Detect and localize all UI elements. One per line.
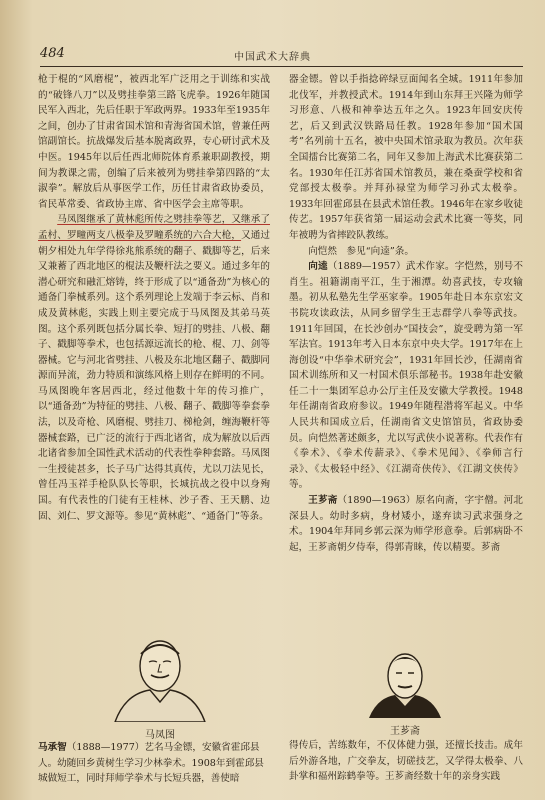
right-column [289,72,523,555]
portrait-right-caption: 王芗斋 [390,726,420,737]
mafengtu-paragraph-1: 枪于棍的“风磨棍”，被西北军广泛用之于训练和实战的“破锋八刀”以及劈挂拳第三路飞虎拳。1926年随国民军入西北，先后任职于军政两界。1933年至1935年之间，创办了甘肃省国术馆和青海省国术馆，曾兼任两馆副馆长。抗战爆发后基本脱离政界，专心研讨武术及中医。1945年以后任西北师院体育系兼职副教授，期间为教课之需，创编了后来被列为劈挂拳第四路的“太淑拳”。解放后从事医学工作，历任甘肃省政协委员，省民革常委、省政协主席、省中医学会主席等职。 [38,74,270,210]
wangxiangzhai-entry [289,493,523,555]
mafengtu-portrait-drawing [105,632,215,722]
portrait-mafengtu [95,632,225,741]
machengzhi-head: 马承智 [38,742,67,753]
machengzhi-dates: （1888—1977） [66,742,145,753]
wangxiangzhai-continued [289,738,523,785]
machengzhi-entry [38,740,270,787]
wangxiangzhai-continued-text: 得传后，苦练数年，不仅体健力强，还擅长技击。成年后外游各地，广交拳友，切磋技艺，又学得太极拳、八卦掌和福州踪鹤拳等。王芗斋经数十年的亲身实践 [289,740,523,783]
xiangkui-dates: （1889—1957） [327,261,406,273]
mafengtu-paragraph-2 [38,212,270,524]
left-column [38,72,270,524]
xiangkui-head: 向逵 [308,261,328,273]
page-number: 484 [40,46,65,61]
header-rule [40,66,523,67]
machengzhi-body: 艺名马金镖，安徽省霍邱县人。幼随回乡黄树生学习少林拳术。1908年到霍邱县城做短工，同时拜师学拳术与长短兵器，善使暗 [38,742,264,785]
wangxiangzhai-head: 王芗斋 [308,495,338,507]
underlined-text: 马凤图继承了黄林彪所传之劈挂拳等艺，又继承了孟村、罗疃两支八极拳及罗疃系统的六合大枪， [38,214,270,241]
portrait-left-caption: 马凤图 [145,730,175,741]
wangxiangzhai-dates: （1890—1963） [337,495,416,507]
wangxiangzhai-portrait-drawing [355,648,455,718]
xiangkui-entry [289,259,523,493]
page-header [0,46,545,68]
book-title: 中国武术大辞典 [234,52,311,63]
xiangkairan-entry: 向恺然 参见“向逵”条。 [308,245,414,257]
portrait-wangxiangzhai [345,648,465,737]
xiangkui-body: 武术作家。字恺然，别号不肖生。祖籍湖南平江，生于湘潭。幼喜武技，专攻输墨。初从私塾先生学巫家拳。1905年赴日本东京宏文书院攻读政法，从同乡留学生王志群学八拳等武技。1911年回国，在长沙创办“国技会”，旋受聘为第一军军法官。1913年考入日本东京中央大学。1917年在上海创设“中华拳术研究会”，1931年回长沙，任湖南省国术训练所和又一村国术俱乐部秘书。1938年赴安徽任二十一集团军总办公厅主任及安徽大学教授。1948年任湖南省政府参议。1949年随程潜将军起义。中华人民共和国成立后，任湖南省文史馆馆员，省政协委员。向恺然著述颇多，尤以写武侠小说著称。代表作有《拳术》、《拳术传薪录》、《拳术见闻》、《拳师言行录》、《太极轻中经》、《江湖奇侠传》、《江湖文侠传》等。 [289,261,523,491]
machengzhi-text [38,740,270,787]
machengzhi-continued: 器金镖。曾以手指捻碎绿豆面闻名全城。1911年参加北伐军，并教授武术。1914年到山东拜王兴隆为师学习形意、八极和神拳达五年之久。1923年回安庆传艺，后又到武汉铁路局任教。1928年参加“国术国考”名列前十五名，被中央国术馆录取为教员。次年获全国擂台比赛第二名，同年又参加上海武术比赛获第二名。1930年任江苏省国术馆教员，兼在桑蚕学校和省党部授太极拳。并拜孙禄堂为师学习孙式太极拳。1933年回霍邱县在县武术馆任教。1946年在家乡收徒传艺。1957年获省第一届运动会武术比赛一等奖，同年被聘为省摔跤队教练。 [289,74,523,241]
wangxiangzhai-body: 原名向斋，字宇僧。河北深县人。幼时多病，身材矮小，遂弃读习武求强身之术。1904年拜同乡郭云深为师学形意拳。后郭病卧不起，王芗斋朝夕侍奉，得郭青睐，传以精要。芗斋 [289,495,523,553]
paragraph-2-rest: 又通过朝夕相处九年学得徐兆熊系统的翻子、戳脚等艺，后来又兼蓄了西北地区的棍法及鞭杆法之要义。通过多年的潜心研究和融汇熔铸，终于形成了以“通备劲”为核心的通备门拳械系列。这个系列理论上发端于李云标、肖和成及黄林彪，实践上则主要完成于马凤图及其弟马英图。这个系列既包括分属长拳、短打的劈挂、八极、翻子、戳脚等拳术，也包括源远流长的枪、棍、刀、剑等器械。它与河北省劈挂、八极及东北地区翻子、戳脚同源而异流，劲力特质和演练风格上则存在鲜明的不同。马凤图晚年客居西北，经过他数十年的传习推广，以“通备劲”为特征的劈挂、八极、翻子、戳脚等拳套拳法，以及奇枪、风磨棍、劈挂刀、梯枪剑，缠海鞭杆等器械套路，已广泛的流行于西北诸省，成为解放以后西北诸省参加全国性武术活动的代表性拳种套路。马凤图一生授徒甚多，长子马广达得其真传，尤以刀法见长，曾任冯玉祥手枪队队长等职，长城抗战之役中以身殉国。有代表性的门徒有王桂林、沙子香、王天鹏、边固、刘仁、罗文源等。参见“黄林彪”、“通备门”等条。 [38,229,271,522]
